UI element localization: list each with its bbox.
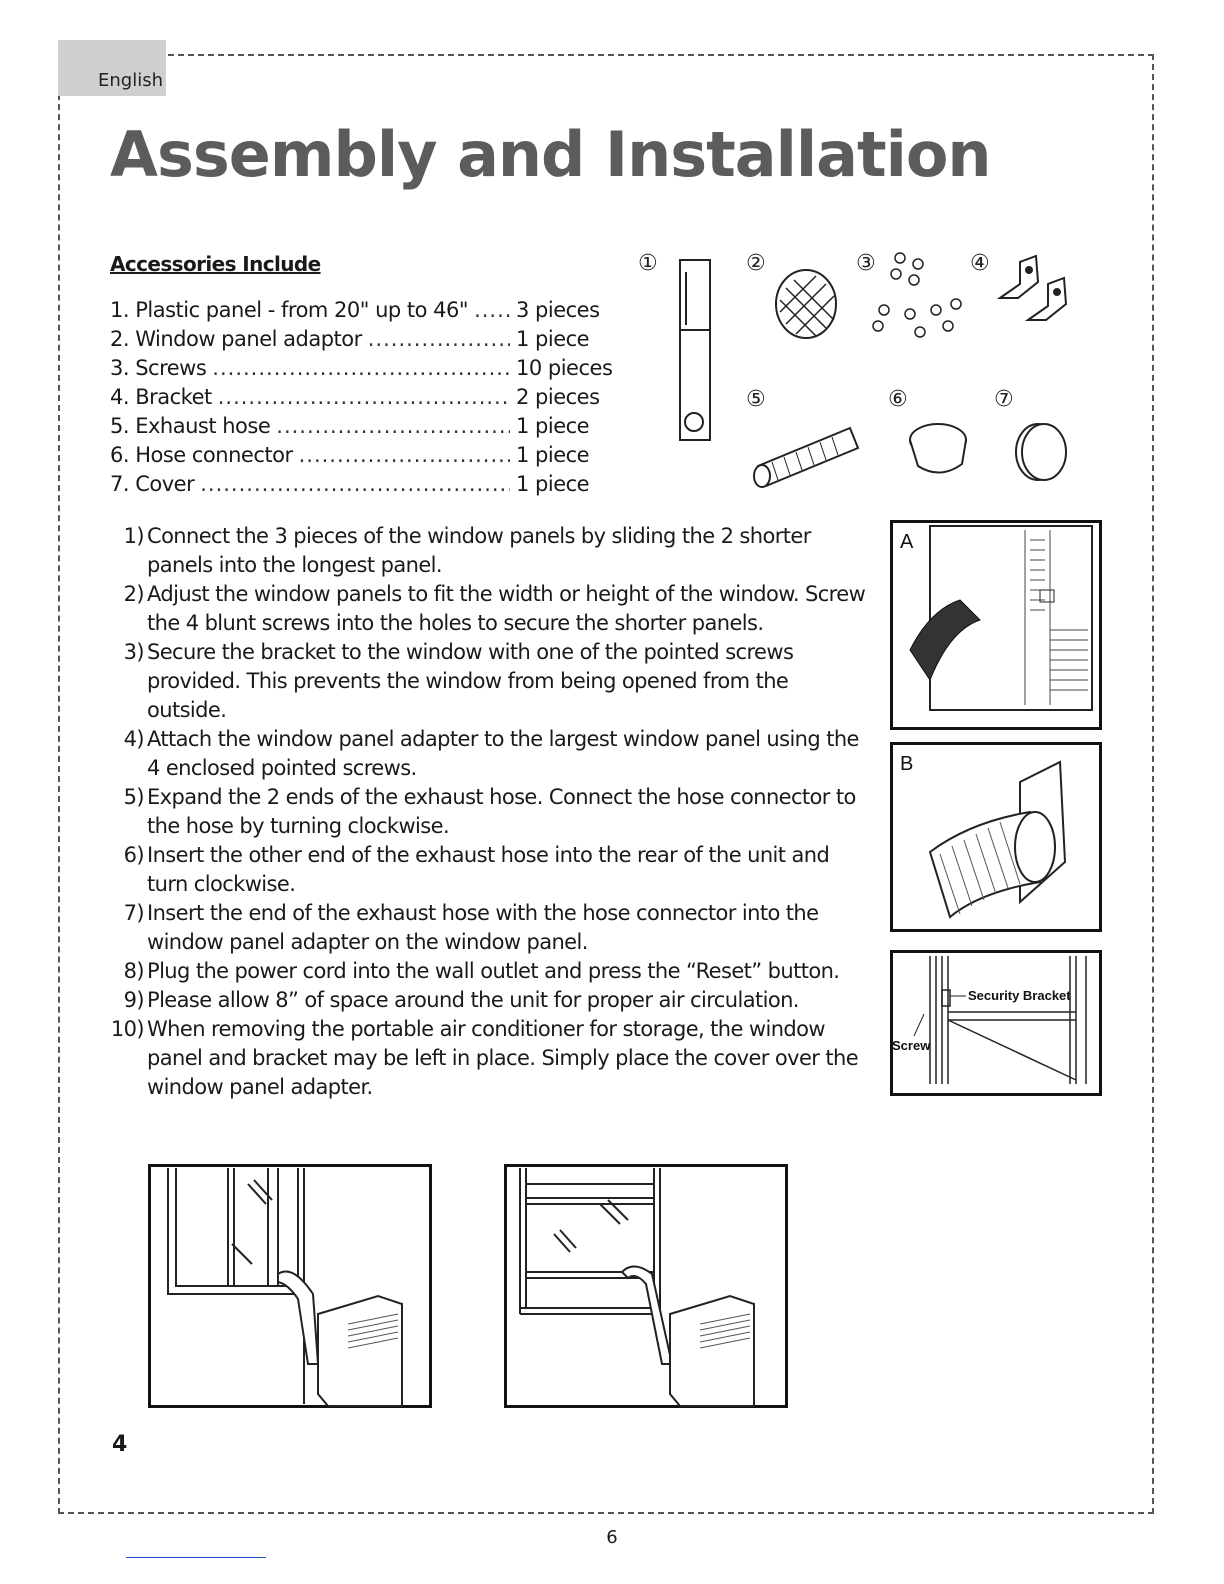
- accessory-item: 5. Exhaust hose ..... 1 piece: [110, 412, 600, 441]
- language-label: English: [98, 70, 163, 91]
- figure-a-label: A: [900, 531, 914, 553]
- callout-7: ⑦: [994, 387, 1014, 412]
- cover-drawing: [1016, 424, 1066, 480]
- figure-b: [890, 742, 1102, 932]
- accessory-item: 3. Screws ..... 10 pieces: [110, 354, 600, 383]
- accessory-item: 7. Cover ..... 1 piece: [110, 470, 600, 499]
- window-adaptor-drawing: [776, 270, 836, 338]
- page-number: 4: [112, 1432, 128, 1457]
- step-item: 10) When removing the portable air conditioner for storage, the window panel and bracket may be left in place. Simply place the cover over the window panel adapter.: [110, 1017, 859, 1099]
- step-item: 2) Adjust the window panels to fit the width or height of the window. Screw the 4 blunt screws into the holes to secure the shorter panels.: [123, 582, 866, 635]
- step-item: 8) Plug the power cord into the wall outlet and press the “Reset” button.: [123, 959, 840, 983]
- exhaust-hose-drawing: [754, 428, 858, 487]
- callout-2: ②: [746, 251, 766, 276]
- installation-steps: [100, 522, 870, 1102]
- step-item: 4) Attach the window panel adapter to the largest window panel using the 4 enclosed pointed screws.: [123, 727, 859, 780]
- figure-a: [890, 520, 1102, 730]
- footer-page-number: 6: [606, 1527, 618, 1548]
- step-item: 3) Secure the bracket to the window with one of the pointed screws provided. This prevents the window from being opened from the outside.: [123, 640, 794, 722]
- hose-connector-drawing: [910, 424, 966, 473]
- screw-label: Screw: [892, 1038, 931, 1053]
- figure-horizontal-window-install: [504, 1164, 788, 1408]
- accessories-heading: Accessories Include: [110, 252, 321, 276]
- window-panel-drawing: [680, 260, 710, 440]
- accessory-item: 1. Plastic panel - from 20" up to 46" ..... 3 pieces: [110, 296, 600, 325]
- step-item: 5) Expand the 2 ends of the exhaust hose. Connect the hose connector to the hose by turning clockwise.: [123, 785, 856, 838]
- brackets-drawing: [1000, 256, 1066, 320]
- callout-6: ⑥: [888, 387, 908, 412]
- security-bracket-label: Security Bracket: [968, 988, 1071, 1003]
- language-tab: [58, 40, 166, 96]
- figure-security-bracket: [890, 950, 1102, 1096]
- page-title: Assembly and Installation: [110, 118, 991, 191]
- accessory-item: 6. Hose connector ..... 1 piece: [110, 441, 600, 470]
- accessories-illustration: [628, 240, 1098, 500]
- figure-vertical-window-install: [148, 1164, 432, 1408]
- callout-3: ③: [856, 251, 876, 276]
- accessories-list: [110, 296, 613, 499]
- figure-b-label: B: [900, 753, 914, 775]
- step-item: 9) Please allow 8” of space around the unit for proper air circulation.: [123, 988, 799, 1012]
- screws-drawing: [873, 253, 961, 337]
- accessory-item: 4. Bracket ..... 2 pieces: [110, 383, 600, 412]
- step-item: 1) Connect the 3 pieces of the window panels by sliding the 2 shorter panels into the longest panel.: [123, 524, 811, 577]
- callout-4: ④: [970, 251, 990, 276]
- step-item: 7) Insert the end of the exhaust hose with the hose connector into the window panel adapter on the window panel.: [123, 901, 819, 954]
- callout-1: ①: [638, 251, 658, 276]
- accessory-item: 2. Window panel adaptor ..... 1 piece: [110, 325, 600, 354]
- callout-5: ⑤: [746, 387, 766, 412]
- step-item: 6) Insert the other end of the exhaust hose into the rear of the unit and turn clockwise.: [123, 843, 830, 896]
- link-underline: [126, 1557, 266, 1558]
